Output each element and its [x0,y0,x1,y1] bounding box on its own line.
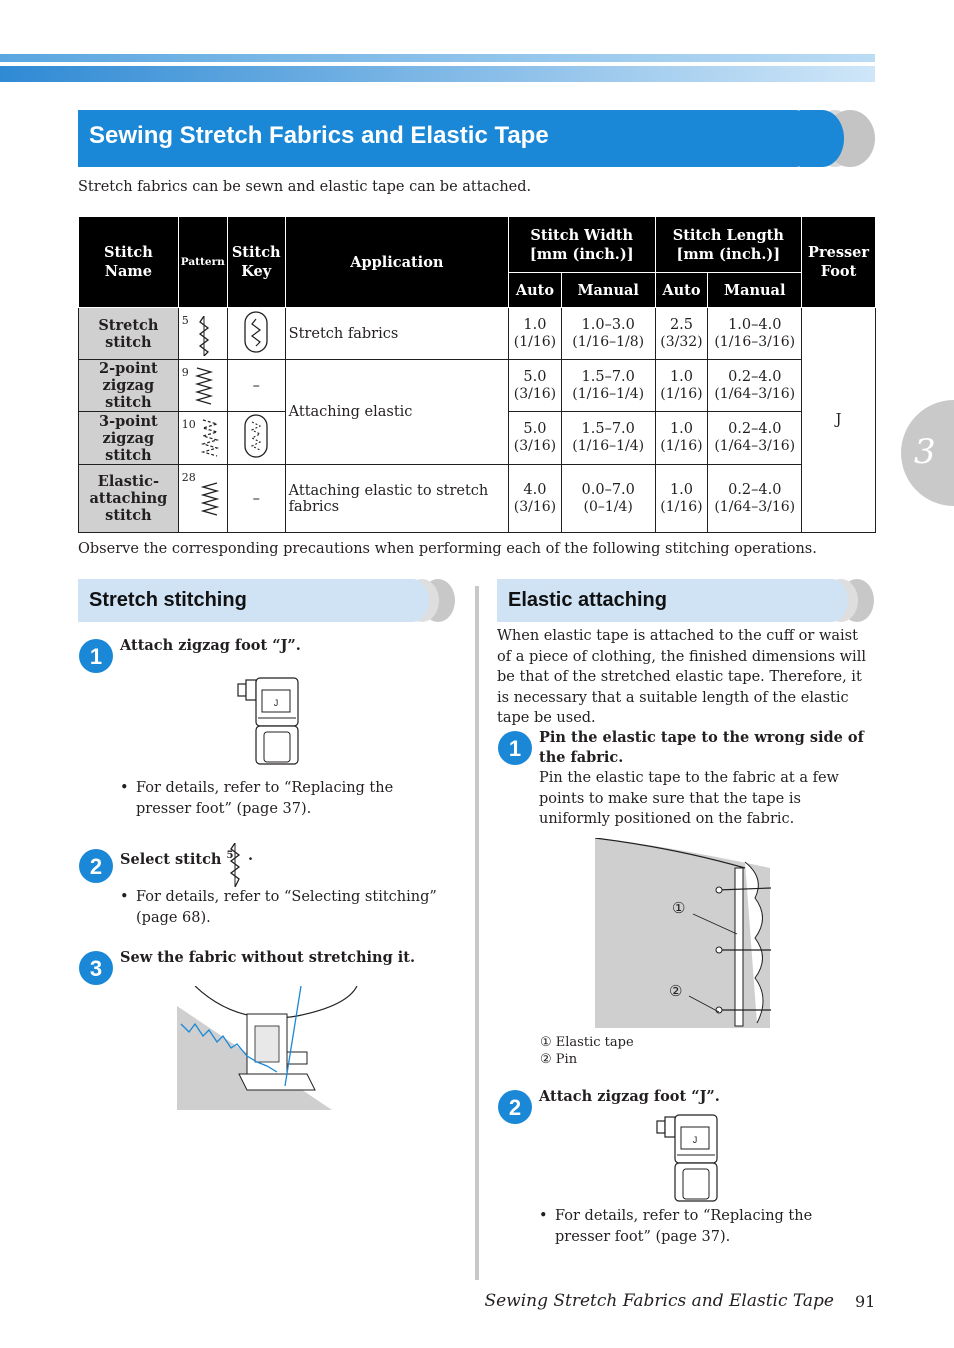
zigzag-foot-j-illustration [236,676,302,766]
step-title: Sew the fabric without stretching it. [120,949,416,966]
step-title-end: . [248,847,254,864]
bullet-item: • For details, refer to “Selecting stitching” (page 68). [120,887,450,928]
stitch-key-cell: – [227,360,285,412]
stitch-name: 3-point zigzag stitch [79,412,179,465]
stitch-name: Elastic-attaching stitch [79,465,179,533]
zigzag-foot-j-illustration [655,1113,721,1203]
banner-decoration [800,110,876,167]
callout-pin: ② [669,982,683,1000]
application: Stretch fabrics [285,308,508,360]
pattern-cell [178,308,227,360]
length-auto: 1.0 (1/16) [655,465,708,533]
page-number: 91 [855,1292,876,1311]
section-header-decoration [819,579,875,622]
step-number: 1 [89,644,103,669]
width-manual: 0.0–7.0 (0–1/4) [561,465,655,533]
table-row [79,308,876,360]
step-3-badge [79,951,113,985]
width-auto: 4.0 (3/16) [508,465,561,533]
step-body: Pin the elastic tape to the fabric at a few points to make sure that the tape is uniformly positioned on the fabric. [539,770,839,827]
column-divider [475,586,479,1280]
stitch-key-cell [227,412,285,465]
stitch-key-cell [227,308,285,360]
length-auto: 1.0 (1/16) [655,412,708,465]
width-manual: 1.5–7.0 (1/16–1/4) [561,360,655,412]
width-manual: 1.5–7.0 (1/16–1/4) [561,412,655,465]
step-number: 3 [89,956,103,981]
header-width-auto: Auto [508,273,561,308]
presser-foot: J [802,308,876,533]
page-title: Sewing Stretch Fabrics and Elastic Tape [89,122,549,149]
step-number: 1 [508,736,522,761]
three-point-zigzag-key-icon [243,413,269,459]
step-title: Attach zigzag foot “J”. [120,637,301,654]
section-header-decoration [400,579,456,622]
figure-legend [540,1034,634,1068]
stitch-name: Stretch stitch [79,308,179,360]
pattern-number: 10 [181,418,196,431]
pattern-cell [178,360,227,412]
table-row [79,360,876,412]
foot-letter: J [273,698,279,708]
stretch-section-title: Stretch stitching [89,589,247,611]
header-stitch-length: Stitch Length [mm (inch.)] [655,217,802,273]
chapter-number: 3 [914,432,936,472]
step-title: Pin the elastic tape to the wrong side of the fabric. [539,729,864,766]
length-manual: 1.0–4.0 (1/16–3/16) [708,308,802,360]
pattern-cell [178,412,227,465]
pattern-number: 28 [181,471,196,484]
two-point-zigzag-pattern-icon [193,366,215,408]
width-manual: 1.0–3.0 (1/16–1/8) [561,308,655,360]
intro-text: Stretch fabrics can be sewn and elastic tape can be attached. [78,179,532,195]
pattern-cell [178,465,227,533]
elastic-attaching-pattern-icon [201,481,221,519]
pattern-number: 9 [181,366,189,379]
application: Attaching elastic to stretch fabrics [285,465,508,533]
header-length-manual: Manual [708,273,802,308]
elastic-section-title: Elastic attaching [508,589,667,611]
stitch-key-cell: – [227,465,285,533]
width-auto: 5.0 (3/16) [508,412,561,465]
stitch-table [78,216,876,533]
header-application: Application [285,217,508,308]
step-1-badge [498,731,532,765]
stitch-name: 2-point zigzag stitch [79,360,179,412]
step-2-badge [498,1090,532,1124]
foot-letter: J [692,1135,698,1145]
stretch-stitch-key-icon [243,310,269,354]
bullet-text: For details, refer to “Replacing the presser foot” (page 37). [136,780,394,817]
sewing-illustration [177,986,361,1110]
width-auto: 5.0 (3/16) [508,360,561,412]
header-stitch-name: Stitch Name [79,217,179,308]
bullet-item: • For details, refer to “Replacing the presser foot” (page 37). [539,1206,869,1247]
header-stitch-width: Stitch Width [mm (inch.)] [508,217,655,273]
length-manual: 0.2–4.0 (1/64–3/16) [708,360,802,412]
step-title: Attach zigzag foot “J”. [539,1088,720,1105]
step-number: 2 [508,1095,522,1120]
length-auto: 2.5 (3/32) [655,308,708,360]
length-auto: 1.0 (1/16) [655,360,708,412]
step-1-badge [79,639,113,673]
observe-note: Observe the corresponding precautions when performing each of the following stitching operations. [78,541,817,557]
elastic-tape-illustration [595,838,775,1028]
step-2-badge [79,849,113,883]
table-row [79,465,876,533]
pattern-number: 5 [181,314,189,327]
header-width-manual: Manual [561,273,655,308]
application: Attaching elastic [285,360,508,465]
callout-elastic-tape: ① [672,899,686,917]
header-presser-foot: Presser Foot [802,217,876,308]
header-stripe-decoration [0,54,875,82]
step-title: Select stitch $^5$ [120,850,234,868]
three-point-zigzag-pattern-icon [199,418,221,460]
footer-title: Sewing Stretch Fabrics and Elastic Tape [484,1291,834,1311]
legend-item: ① Elastic tape [540,1035,634,1050]
length-manual: 0.2–4.0 (1/64–3/16) [708,465,802,533]
legend-item: ② Pin [540,1052,578,1067]
step-number: 2 [89,854,103,879]
length-manual: 0.2–4.0 (1/64–3/16) [708,412,802,465]
bullet-text: For details, refer to “Selecting stitching” (page 68). [136,889,437,926]
bullet-item: • For details, refer to “Replacing the presser foot” (page 37). [120,778,450,819]
width-auto: 1.0 (1/16) [508,308,561,360]
header-length-auto: Auto [655,273,708,308]
header-pattern: Pattern [178,217,227,308]
bullet-text: For details, refer to “Replacing the presser foot” (page 37). [555,1208,813,1245]
stretch-stitch-pattern-icon [197,316,211,356]
header-stitch-key: Stitch Key [227,217,285,308]
stretch-stitch-icon [228,843,242,887]
elastic-intro: When elastic tape is attached to the cuff or waist of a piece of clothing, the finished dimensions will be that of the stretched elastic tape. Therefore, it is necessary that a suitable length of the elastic tape be used. [497,628,866,726]
